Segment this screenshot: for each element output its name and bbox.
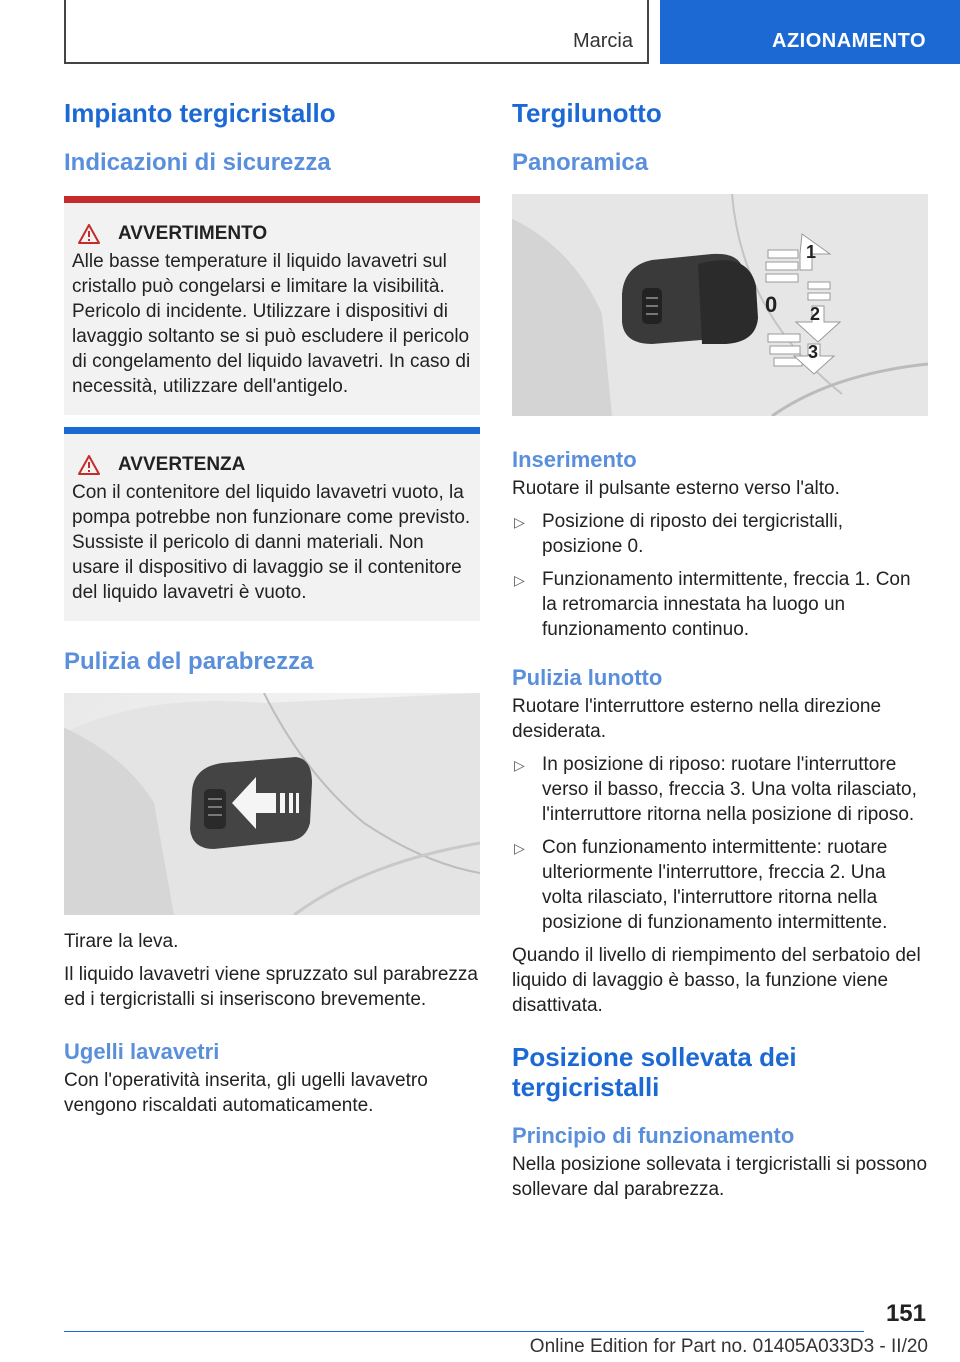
warning-text: Con il contenitore del liquido lavavetri vuoto, la pompa potrebbe non funzionare come previsto. Sussiste il pericolo di danni materiali. Non usare il dispositivo di lavaggio se il contenitore del liquido lavavetri è vuoto. — [72, 482, 471, 603]
nozzles-text: Con l'operatività inserita, gli ugelli lavavetro vengono riscaldati automaticamente. — [64, 1070, 428, 1116]
chapter-title: AZIONAMENTO — [772, 30, 927, 52]
activation-list — [512, 509, 928, 642]
footer-edition: Online Edition for Part no. 01405A033D3 - II/20 — [529, 1336, 928, 1357]
windshield-lever-illustration — [64, 693, 480, 915]
figure-label-1: 1 — [806, 242, 817, 262]
bullet-triangle-icon: ▷ — [514, 514, 525, 530]
figure-label-3: 3 — [808, 342, 819, 362]
activation-text: Ruotare il pulsante esterno verso l'alto. — [512, 478, 840, 499]
windshield-heading: Pulizia del parabrezza — [64, 648, 314, 675]
page-number: 151 — [885, 1300, 926, 1327]
rear-clean-note: Quando il livello di riempimento del serbatoio del liquido di lavaggio è basso, la funzione viene disattivata. — [512, 945, 921, 1016]
warning-triangle-icon — [78, 455, 100, 475]
list-item: ▷ Con funzionamento intermittente: ruotare ulteriormente l'interruttore, freccia 2. Una volta rilasciato, l'interruttore ritorna nella posizione di funzionamento intermittente. — [514, 837, 888, 933]
rear-wiper-title: Tergilunotto — [512, 98, 662, 128]
warning-box-2 — [64, 427, 480, 621]
warning-triangle-icon — [78, 224, 100, 244]
safety-heading: Indicazioni di sicurezza — [64, 149, 331, 176]
left-column — [64, 96, 480, 1118]
header-chapter-tab — [660, 0, 960, 64]
overview-heading: Panoramica — [512, 149, 649, 176]
rear-clean-heading: Pulizia lunotto — [512, 665, 663, 690]
warning-text: Alle basse temperature il liquido lavavetri sul cristallo può congelarsi e limitare la visibilità. Pericolo di incidente. Utilizzare i dispositivi di lavaggio soltanto se si può escludere il pericolo di congelamento del liquido lavavetri. In caso di necessità, utilizzare dell'antigelo. — [72, 251, 471, 397]
principle-heading: Principio di funzionamento — [512, 1123, 795, 1148]
bullet-triangle-icon: ▷ — [514, 757, 525, 773]
bullet-triangle-icon: ▷ — [514, 840, 525, 856]
footer-divider — [64, 1331, 864, 1332]
figure-label-0: 0 — [765, 292, 778, 317]
rear-wiper-lever-image — [512, 194, 928, 416]
raised-position-heading: Posizione sollevata dei tergicristalli — [512, 1042, 797, 1102]
rear-clean-list — [512, 752, 928, 935]
right-column — [512, 96, 928, 1202]
warning-label: AVVERTENZA — [118, 454, 246, 475]
rear-clean-text: Ruotare l'interruttore esterno nella direzione desiderata. — [512, 696, 882, 742]
principle-text: Nella posizione sollevata i tergicristalli si possono sollevare dal parabrezza. — [512, 1154, 928, 1200]
bullet-triangle-icon: ▷ — [514, 572, 525, 588]
list-item: ▷ Posizione di riposto dei tergicristalli, posizione 0. — [514, 511, 843, 557]
section-title: Marcia — [572, 30, 633, 52]
warning-box-1 — [64, 196, 480, 415]
rear-wiper-illustration — [512, 194, 928, 416]
nozzles-heading: Ugelli lavavetri — [64, 1039, 220, 1064]
header-section-tab — [64, 0, 649, 64]
activation-heading: Inserimento — [512, 447, 637, 472]
list-item: ▷ Funzionamento intermittente, freccia 1. Con la retromarcia innestata ha luogo un funzionamento continuo. — [514, 569, 911, 640]
wiper-lever-image — [64, 693, 480, 915]
wiper-system-title: Impianto tergicristallo — [64, 98, 336, 128]
warning-label: AVVERTIMENTO — [118, 223, 268, 244]
figure-label-2: 2 — [810, 304, 821, 324]
windshield-description: Il liquido lavavetri viene spruzzato sul parabrezza ed i tergicristalli si inseriscono brevemente. — [64, 964, 478, 1010]
windshield-step: Tirare la leva. — [64, 931, 179, 952]
list-item: ▷ In posizione di riposo: ruotare l'interruttore verso il basso, freccia 3. Una volta rilasciato, l'interruttore ritorna nella posizione di riposo. — [514, 754, 917, 825]
